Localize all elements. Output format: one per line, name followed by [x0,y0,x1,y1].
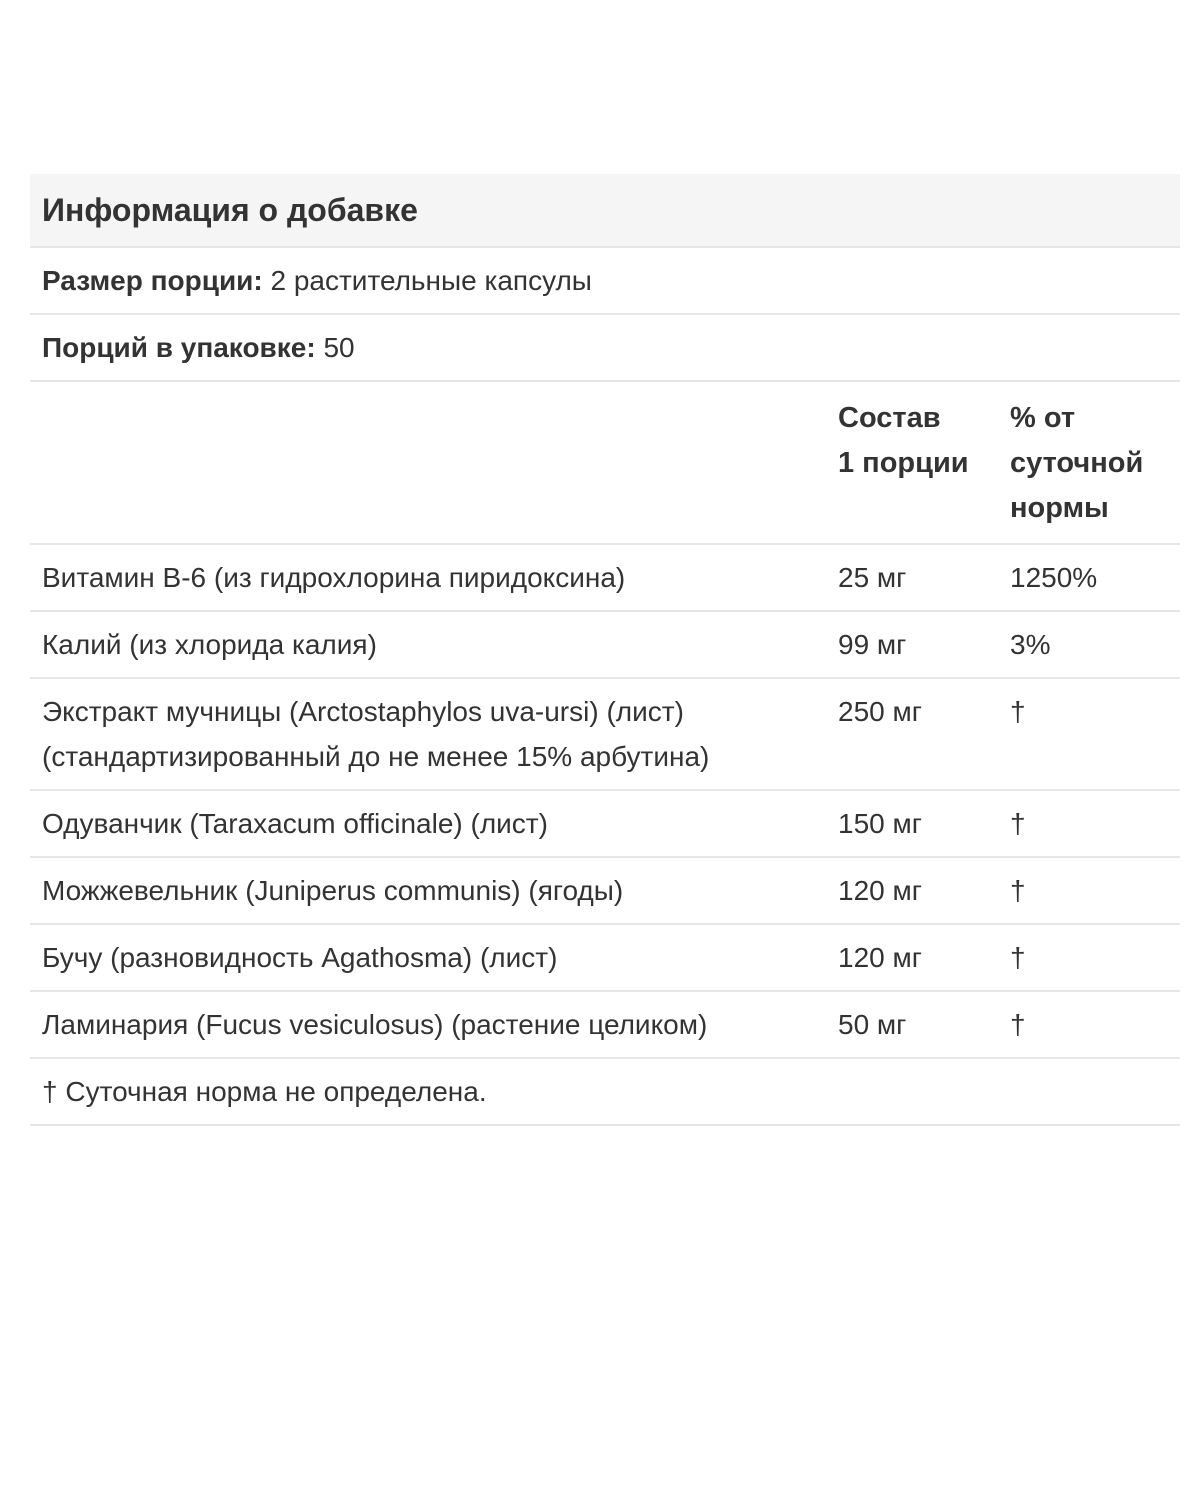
ingredient-name: Бучу (разновидность Agathosma) (лист) [42,942,558,973]
table-header-row [30,382,1180,545]
ingredient-daily-value: † [1010,875,1026,906]
footnote-row [30,1059,1180,1126]
ingredient-amount: 120 мг [838,875,922,906]
ingredient-name: Можжевельник (Juniperus communis) (ягоды) [42,875,624,906]
ingredient-amount: 150 мг [838,808,922,839]
ingredient-name: Одуванчик (Taraxacum officinale) (лист) [42,808,548,839]
ingredient-name: Витамин B-6 (из гидрохлорина пиридоксина) [42,562,626,593]
ingredient-amount: 25 мг [838,562,907,593]
footnote-text: † Суточная норма не определена. [42,1075,487,1107]
header-name-cell [30,396,838,531]
table-row [30,545,1180,612]
panel-title: Информация о добавке [42,191,418,228]
ingredient-name: Ламинария (Fucus vesiculosus) (растение целиком) [42,1009,708,1040]
header-amount-per-serving: Состав 1 порции [838,402,969,479]
serving-size-row [30,248,1180,315]
table-row [30,992,1180,1059]
panel-title-row [30,174,1180,248]
table-row [30,679,1180,791]
ingredient-name: Калий (из хлорида калия) [42,629,377,660]
ingredient-daily-value: 3% [1010,629,1051,660]
ingredient-amount: 50 мг [838,1009,907,1040]
supplement-facts-panel [30,174,1180,1126]
ingredient-daily-value: 1250% [1010,562,1098,593]
ingredient-amount: 99 мг [838,629,907,660]
table-row [30,925,1180,992]
table-row [30,791,1180,858]
serving-size-value: 2 растительные капсулы [270,264,592,296]
table-row [30,612,1180,679]
header-daily-value: % от суточной нормы [1010,402,1144,524]
ingredient-amount: 250 мг [838,696,922,727]
ingredient-daily-value: † [1010,1009,1026,1040]
servings-per-container-label: Порций в упаковке: [42,331,316,363]
ingredient-daily-value: † [1010,696,1026,727]
serving-size-label: Размер порции: [42,264,263,296]
servings-per-container-row [30,315,1180,382]
table-row [30,858,1180,925]
ingredient-amount: 120 мг [838,942,922,973]
ingredient-daily-value: † [1010,942,1026,973]
servings-per-container-value: 50 [323,331,355,363]
ingredient-name: Экстракт мучницы (Arctostaphylos uva-ursi) (лист) (стандартизированный до не менее 15% арбутина) [42,696,710,772]
ingredient-daily-value: † [1010,808,1026,839]
